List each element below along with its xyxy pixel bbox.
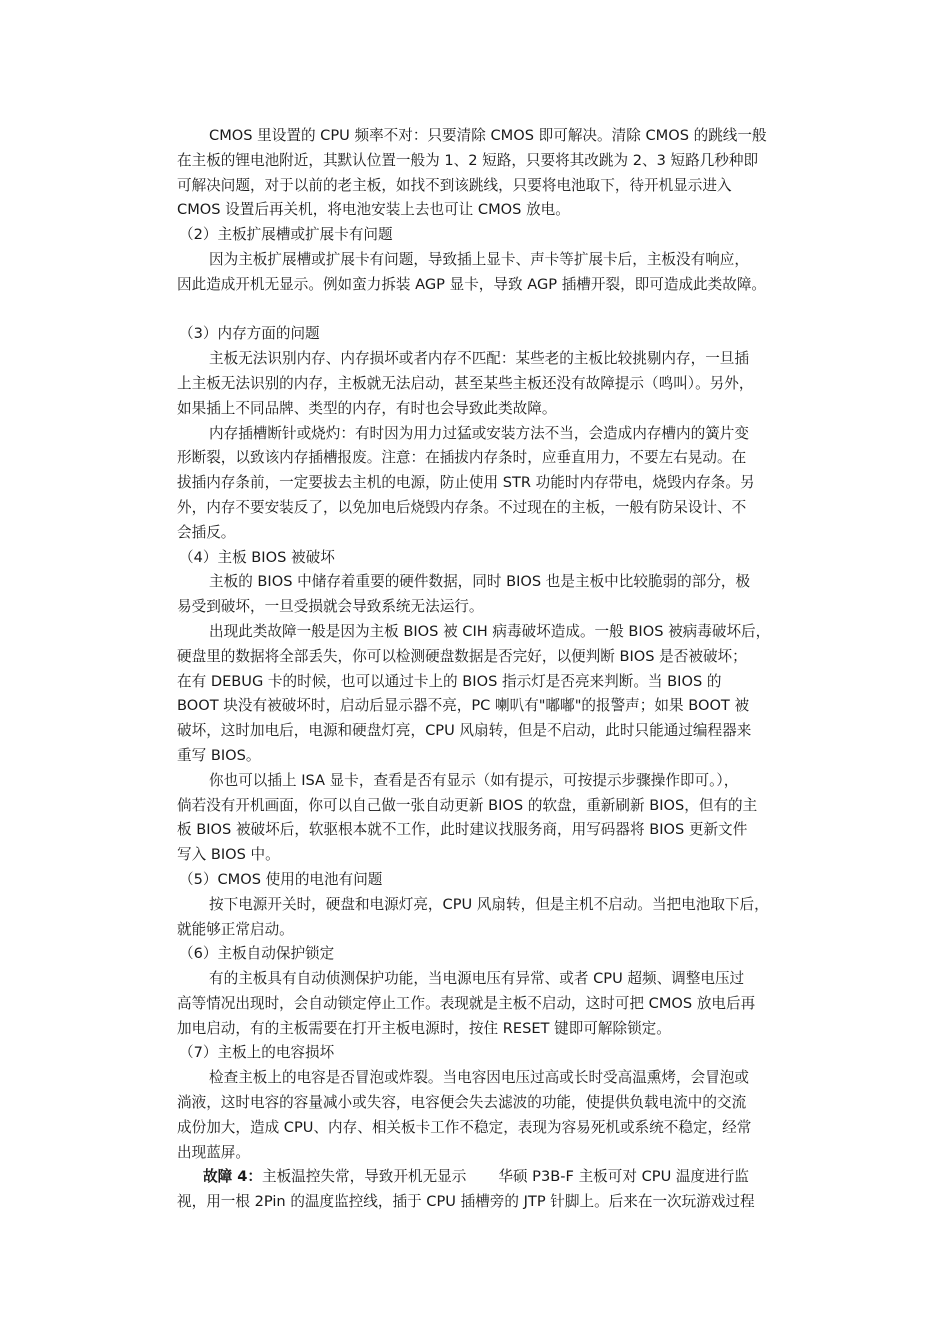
paragraph-line: 淌液，这时电容的容量减小或失容，电容便会失去滤波的功能，使提供负载电流中的交流 bbox=[177, 1094, 747, 1112]
paragraph-line: BOOT 块没有被破坏时，启动后显示器不亮，PC 喇叭有"嘟嘟"的报警声；如果 BOOT 被 bbox=[177, 697, 750, 715]
paragraph-line: 会插反。 bbox=[177, 523, 236, 541]
paragraph-line: 如果插上不同品牌、类型的内存，有时也会导致此类故障。 bbox=[177, 399, 557, 417]
paragraph-line: 重写 BIOS。 bbox=[177, 746, 261, 764]
paragraph-line: 形断裂，以致该内存插槽报废。注意：在插拔内存条时，应垂直用力，不要左右晃动。在 bbox=[177, 449, 747, 467]
paragraph-line: 倘若没有开机画面，你可以自己做一张自动更新 BIOS 的软盘，重新刷新 BIOS，但有的主 bbox=[177, 796, 758, 814]
paragraph-line: 破坏，这时加电后，电源和硬盘灯亮，CPU 风扇转，但是不启动，此时只能通过编程器来 bbox=[177, 722, 752, 740]
paragraph-first-line: 主板的 BIOS 中储存着重要的硬件数据，同时 BIOS 也是主板中比较脆弱的部分，极 bbox=[209, 573, 751, 591]
paragraph-first-line: 按下电源开关时，硬盘和电源灯亮，CPU 风扇转，但是主机不启动。当把电池取下后， bbox=[209, 895, 769, 913]
paragraph-first-line: 因为主板扩展槽或扩展卡有问题，导致插上显卡、声卡等扩展卡后，主板没有响应， bbox=[209, 250, 749, 268]
fault-4-line bbox=[177, 1165, 813, 1190]
paragraph-first-line: 出现此类故障一般是因为主板 BIOS 被 CIH 病毒破坏造成。一般 BIOS 被病毒破坏后， bbox=[209, 622, 771, 640]
paragraph-line: 出现蓝屏。 bbox=[177, 1143, 250, 1161]
section-heading: （6）主板自动保护锁定 bbox=[179, 945, 335, 963]
paragraph-line: 就能够正常启动。 bbox=[177, 920, 294, 938]
paragraph-first-line: 检查主板上的电容是否冒泡或炸裂。当电容因电压过高或长时受高温熏烤，会冒泡或 bbox=[209, 1069, 749, 1087]
paragraph-first-line: 有的主板具有自动侦测保护功能，当电源电压有异常、或者 CPU 超频、调整电压过 bbox=[209, 970, 745, 988]
paragraph-line: 可解决问题，对于以前的老主板，如找不到该跳线，只要将电池取下，待开机显示进入 bbox=[177, 176, 732, 194]
paragraph-line: 视，用一根 2Pin 的温度监控线，插于 CPU 插槽旁的 JTP 针脚上。后来在一次玩游戏过程 bbox=[177, 1193, 755, 1211]
fault-4-label: 故障 4： bbox=[203, 1168, 263, 1186]
paragraph-line: 成份加大，造成 CPU、内存、相关板卡工作不稳定，表现为容易死机或系统不稳定，经常 bbox=[177, 1118, 752, 1136]
paragraph-line: 拔插内存条前，一定要拔去主机的电源，防止使用 STR 功能时内存带电，烧毁内存条。另 bbox=[177, 474, 755, 492]
section-heading: （3）内存方面的问题 bbox=[179, 325, 320, 343]
section-heading: （2）主板扩展槽或扩展卡有问题 bbox=[179, 226, 393, 244]
paragraph-line: 硬盘里的数据将全部丢失，你可以检测硬盘数据是否完好，以便判断 BIOS 是否被破坏； bbox=[177, 647, 747, 665]
paragraph-line: 板 BIOS 被破坏后，软驱根本就不工作，此时建议找服务商，用写码器将 BIOS 更新文件 bbox=[177, 821, 748, 839]
document-body bbox=[177, 124, 813, 1165]
paragraph-line: 易受到破坏，一旦受损就会导致系统无法运行。 bbox=[177, 598, 484, 616]
paragraph-first-line: 主板无法识别内存、内存损坏或者内存不匹配：某些老的主板比较挑剔内存，一旦插 bbox=[209, 350, 749, 368]
paragraph-first-line: CMOS 里设置的 CPU 频率不对：只要清除 CMOS 即可解决。清除 CMOS 的跳线一般 bbox=[209, 127, 767, 144]
section-heading: （4）主板 BIOS 被破坏 bbox=[179, 548, 335, 566]
paragraph-line: 高等情况出现时，会自动锁定停止工作。表现就是主板不启动，这时可把 CMOS 放电后再 bbox=[177, 994, 756, 1012]
paragraph-first-line: 内存插槽断针或烧灼：有时因为用力过猛或安装方法不当，会造成内存槽内的簧片变 bbox=[209, 424, 749, 442]
paragraph-line: 写入 BIOS 中。 bbox=[177, 846, 280, 864]
section-heading: （5）CMOS 使用的电池有问题 bbox=[179, 870, 383, 888]
paragraph-line: 在有 DEBUG 卡的时候，也可以通过卡上的 BIOS 指示灯是否亮来判断。当 BIOS 的 bbox=[177, 672, 722, 690]
fault-4-title: 主板温控失常，导致开机无显示 bbox=[262, 1168, 467, 1186]
paragraph-first-line: 你也可以插上 ISA 显卡，查看是否有显示（如有提示，可按提示步骤操作即可。）， bbox=[209, 771, 739, 789]
paragraph-line: 外，内存不要安装反了，以免加电后烧毁内存条。不过现在的主板，一般有防呆设计、不 bbox=[177, 498, 747, 516]
paragraph-line: 加电启动，有的主板需要在打开主板电源时，按住 RESET 键即可解除锁定。 bbox=[177, 1019, 671, 1037]
paragraph-line: 上主板无法识别的内存，主板就无法启动，甚至某些主板还没有故障提示（鸣叫）。另外， bbox=[177, 374, 754, 392]
section-heading: （7）主板上的电容损坏 bbox=[179, 1044, 335, 1062]
paragraph-line: CMOS 设置后再关机，将电池安装上去也可让 CMOS 放电。 bbox=[177, 201, 570, 219]
fault-4-body: 华硕 P3B-F 主板可对 CPU 温度进行监 bbox=[498, 1168, 749, 1186]
document-page bbox=[177, 124, 813, 1215]
paragraph-line: 在主板的锂电池附近，其默认位置一般为 1、2 短路，只要将其改跳为 2、3 短路几秒种即 bbox=[177, 151, 759, 169]
blank-line bbox=[177, 298, 813, 323]
paragraph-line: 因此造成开机无显示。例如蛮力拆装 AGP 显卡，导致 AGP 插槽开裂，即可造成此类故障。 bbox=[177, 275, 767, 293]
